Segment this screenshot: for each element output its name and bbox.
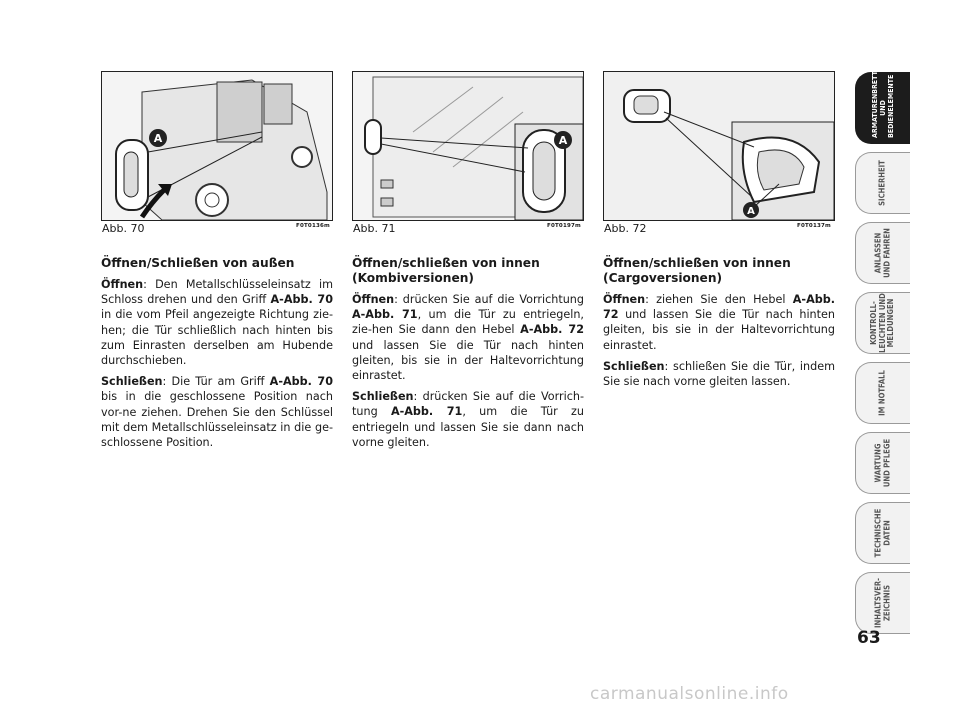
paragraph: Öffnen: drücken Sie auf die Vorrichtung A-Abb. 71, um die Tür zu entriegeln, zie-hen Sie dann den Hebel A-Abb. 72 und lassen Sie die Tür nach hinten gleiten, bis sie in der Haltevorrichtung einrastet. — [352, 293, 584, 383]
tab-im-notfall[interactable]: IM NOTFALL — [855, 362, 910, 424]
tab-anlassen[interactable]: ANLASSEN UND FAHREN — [855, 222, 910, 284]
tab-technische-daten[interactable]: TECHNISCHE DATEN — [855, 502, 910, 564]
section-inside-kombi — [352, 256, 584, 456]
watermark: carmanualsonline.info — [590, 684, 789, 704]
figure-label: A — [558, 134, 568, 147]
tab-sicherheit[interactable]: SICHERHEIT — [855, 152, 910, 214]
figure-code: F0T0197m — [547, 223, 581, 229]
tab-wartung[interactable]: WARTUNG UND PFLEGE — [855, 432, 910, 494]
figure-71 — [352, 71, 584, 221]
paragraph: Schließen: drücken Sie auf die Vorrich-tung A-Abb. 71, um die Tür zu entriegeln und lassen Sie sie dann nach vorne gleiten. — [352, 390, 584, 449]
paragraph: Öffnen: Den Metallschlüsseleinsatz im Schloss drehen und den Griff A-Abb. 70 in die vom Pfeil angezeigte Richtung zie-hen; die Tür schließlich nach hinten bis zum Einrasten derselben am Hubende durchschieben. — [101, 278, 333, 368]
tab-kontrollleuchten[interactable]: KONTROLL- LEUCHTEN UND MELDUNGEN — [855, 292, 910, 354]
figure-caption: Abb. 71 — [353, 222, 396, 235]
chapter-tabs — [855, 72, 910, 642]
paragraph: Schließen: schließen Sie die Tür, indem Sie sie nach vorne gleiten lassen. — [603, 359, 835, 389]
paragraph: Schließen: Die Tür am Griff A-Abb. 70 bis in die geschlossene Position nach vor-ne ziehen. Drehen Sie den Schlüssel mit dem Metallschlüsseleinsatz in die ge-schlossene Position. — [101, 375, 333, 450]
tab-armaturenbrett[interactable]: ARMATURENBRETT UND BEDIENELEMENTE — [855, 72, 910, 144]
figure-caption: Abb. 72 — [604, 222, 647, 235]
figure-70 — [101, 71, 333, 221]
section-outside — [101, 256, 333, 456]
page-number: 63 — [857, 628, 881, 648]
section-title: Öffnen/schließen von innen (Cargoversionen) — [603, 256, 791, 285]
section-inside-cargo — [603, 256, 835, 395]
section-title: Öffnen/schließen von innen (Kombiversionen) — [352, 256, 540, 285]
figure-caption: Abb. 70 — [102, 222, 145, 235]
figure-code: F0T0137m — [797, 223, 831, 229]
paragraph: Öffnen: ziehen Sie den Hebel A-Abb. 72 und lassen Sie die Tür nach hinten gleiten, bis sie in der Haltevorrichtung einrastet. — [603, 293, 835, 352]
figure-label: A — [747, 206, 755, 217]
figure-72 — [603, 71, 835, 221]
tab-inhaltsverzeichnis[interactable]: INHALTSVER- ZEICHNIS — [855, 572, 910, 634]
section-title: Öffnen/Schließen von außen — [101, 256, 295, 270]
figure-code: F0T0136m — [296, 223, 330, 229]
figure-label: A — [153, 132, 163, 145]
